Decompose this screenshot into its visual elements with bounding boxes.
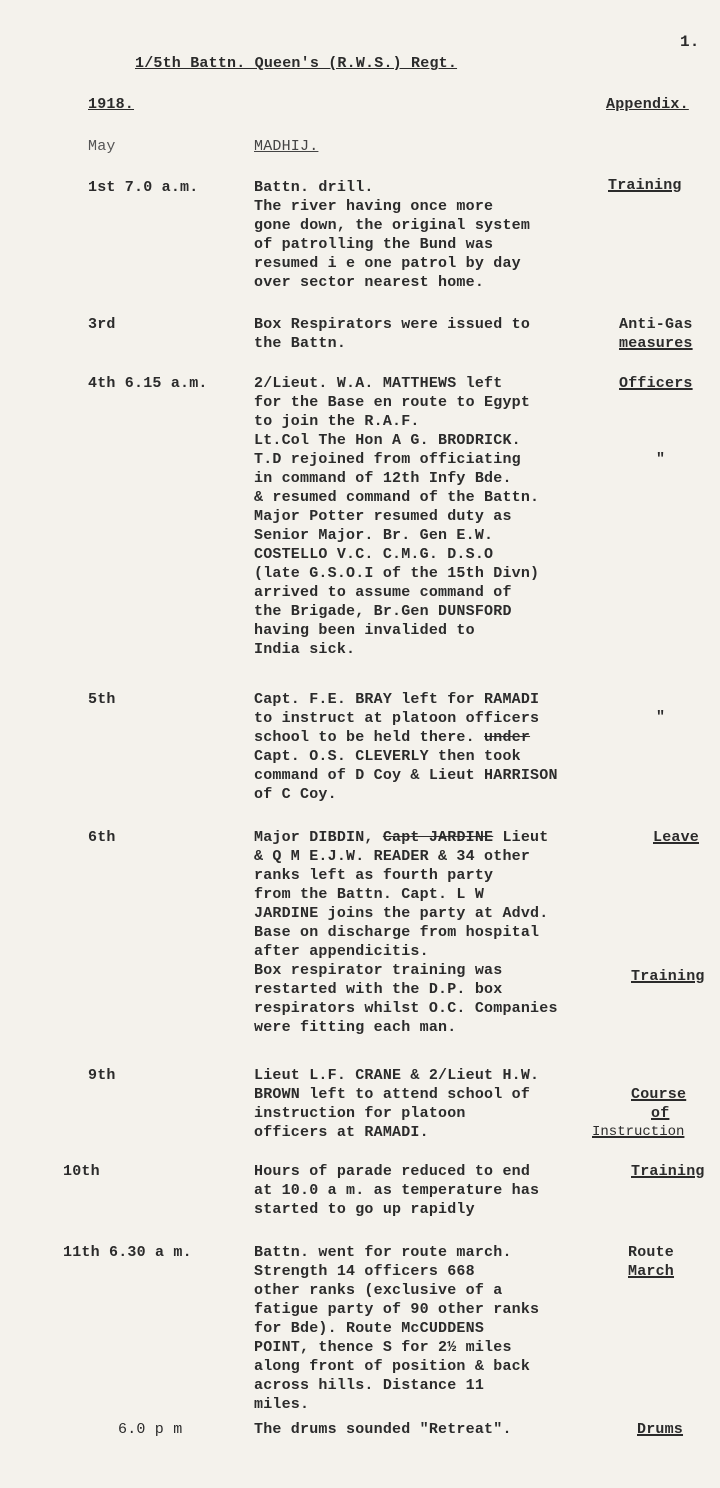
appendix-leave: Leave	[653, 829, 700, 846]
entry-line: respirators whilst O.C. Companies	[254, 1000, 558, 1017]
entry-line: T.D rejoined from officiating	[254, 451, 521, 468]
entry-line: miles.	[254, 1396, 310, 1413]
entry-line: the Battn.	[254, 335, 347, 352]
struck-word: under	[484, 729, 531, 746]
entry-line: JARDINE joins the party at Advd.	[254, 905, 549, 922]
entry-date-9th: 9th	[88, 1067, 116, 1084]
entry-line: Capt. F.E. BRAY left for RAMADI	[254, 691, 540, 708]
entry-line	[254, 828, 558, 847]
entry-line: for Bde). Route McCUDDENS	[254, 1320, 485, 1337]
entry-text-3rd	[254, 315, 530, 353]
entry-line: officers at RAMADI.	[254, 1124, 429, 1141]
entry-date-6th: 6th	[88, 829, 116, 846]
entry-line: in command of 12th Infy Bde.	[254, 470, 512, 487]
page-title: 1/5th Battn. Queen's (R.W.S.) Regt.	[135, 55, 458, 72]
entry-line: at 10.0 a m. as temperature has	[254, 1182, 540, 1199]
entry-line: 2/Lieut. W.A. MATTHEWS left	[254, 375, 503, 392]
entry-line: started to go up rapidly	[254, 1201, 475, 1218]
entry-line: Base on discharge from hospital	[254, 924, 540, 941]
entry-line: POINT, thence S for 2½ miles	[254, 1339, 512, 1356]
entry-line: of patrolling the Bund was	[254, 236, 494, 253]
entry-line: Senior Major. Br. Gen E.W.	[254, 527, 494, 544]
entry-text-drums	[254, 1420, 512, 1439]
entry-line: The river having once more	[254, 198, 494, 215]
entry-line: other ranks (exclusive of a	[254, 1282, 503, 1299]
entry-line: The drums sounded "Retreat".	[254, 1421, 512, 1438]
struck-phrase: Capt JARDINE	[382, 829, 494, 846]
entry-line: Lieut L.F. CRANE & 2/Lieut H.W.	[254, 1067, 540, 1084]
entry-line: Major Potter resumed duty as	[254, 508, 512, 525]
entry-line: ranks left as fourth party	[254, 867, 494, 884]
entry-line-start: Major DIBDIN,	[254, 829, 374, 846]
entry-line: the Brigade, Br.Gen DUNSFORD	[254, 603, 512, 620]
appendix-heading: Appendix.	[606, 96, 689, 113]
entry-text-5th	[254, 690, 558, 804]
entry-line: to instruct at platoon officers	[254, 710, 540, 727]
appendix-route: Route	[628, 1244, 675, 1261]
entry-text-1st	[254, 178, 530, 292]
appendix-measures: measures	[619, 335, 693, 352]
appendix-anti-gas: Anti-Gas	[619, 316, 693, 333]
entry-date-3rd: 3rd	[88, 316, 116, 333]
entry-line: COSTELLO V.C. C.M.G. D.S.O	[254, 546, 494, 563]
entry-line: & resumed command of the Battn.	[254, 489, 540, 506]
entry-line: & Q M E.J.W. READER & 34 other	[254, 848, 531, 865]
entry-line: Hours of parade reduced to end	[254, 1163, 531, 1180]
entry-line: across hills. Distance 11	[254, 1377, 485, 1394]
entry-line: of C Coy.	[254, 786, 337, 803]
entry-line	[254, 728, 558, 747]
ditto-mark: "	[656, 709, 666, 726]
entry-line: fatigue party of 90 other ranks	[254, 1301, 540, 1318]
entry-line: having been invalided to	[254, 622, 475, 639]
entry-text-6th	[254, 828, 558, 1037]
entry-line: gone down, the original system	[254, 217, 531, 234]
entry-line: restarted with the D.P. box	[254, 981, 503, 998]
entry-line: resumed i e one patrol by day	[254, 255, 521, 272]
month-label: May	[88, 138, 116, 155]
appendix-training-3: Training	[631, 1163, 705, 1180]
entry-line: India sick.	[254, 641, 356, 658]
page-number: 1.	[680, 33, 700, 51]
entry-line: along front of position & back	[254, 1358, 531, 1375]
entry-date-11th: 11th 6.30 a m.	[63, 1244, 192, 1261]
place-heading: MADHIJ.	[254, 138, 319, 155]
entry-line: Strength 14 officers 668	[254, 1263, 475, 1280]
entry-date-5th: 5th	[88, 691, 116, 708]
entry-text-10th	[254, 1162, 539, 1219]
entry-line: Box respirator training was	[254, 962, 503, 979]
entry-line: (late G.S.O.I of the 15th Divn)	[254, 565, 540, 582]
appendix-of: of	[651, 1105, 670, 1122]
entry-line: BROWN left to attend school of	[254, 1086, 531, 1103]
year-heading: 1918.	[88, 96, 135, 113]
entry-date-4th: 4th 6.15 a.m.	[88, 375, 208, 392]
entry-line: Battn. went for route march.	[254, 1244, 512, 1261]
appendix-training-2: Training	[631, 968, 705, 985]
entry-line: over sector nearest home.	[254, 274, 485, 291]
entry-line: after appendicitis.	[254, 943, 429, 960]
appendix-drums: Drums	[637, 1421, 684, 1438]
entry-line: instruction for platoon	[254, 1105, 466, 1122]
entry-date-10th: 10th	[63, 1163, 100, 1180]
entry-text-4th	[254, 374, 539, 659]
entry-date-1st: 1st 7.0 a.m.	[88, 179, 199, 196]
entry-line: were fitting each man.	[254, 1019, 457, 1036]
entry-line: command of D Coy & Lieut HARRISON	[254, 767, 558, 784]
entry-line: Box Respirators were issued to	[254, 316, 531, 333]
entry-line: arrived to assume command of	[254, 584, 512, 601]
appendix-instruction: Instruction	[592, 1124, 685, 1140]
entry-line: to join the R.A.F.	[254, 413, 420, 430]
entry-line-text: school to be held there.	[254, 729, 475, 746]
appendix-march: March	[628, 1263, 675, 1280]
appendix-officers: Officers	[619, 375, 693, 392]
entry-text-11th	[254, 1243, 539, 1414]
ditto-mark: "	[656, 451, 666, 468]
entry-line: from the Battn. Capt. L W	[254, 886, 485, 903]
entry-line: Lt.Col The Hon A G. BRODRICK.	[254, 432, 521, 449]
entry-line: Capt. O.S. CLEVERLY then took	[254, 748, 521, 765]
entry-text-9th	[254, 1066, 539, 1142]
entry-time-6pm: 6.0 p m	[118, 1421, 183, 1438]
entry-line: for the Base en route to Egypt	[254, 394, 531, 411]
entry-line-end: Lieut	[502, 829, 549, 846]
appendix-training-1: Training	[608, 177, 682, 194]
appendix-course: Course	[631, 1086, 687, 1103]
entry-line: Battn. drill.	[254, 179, 374, 196]
